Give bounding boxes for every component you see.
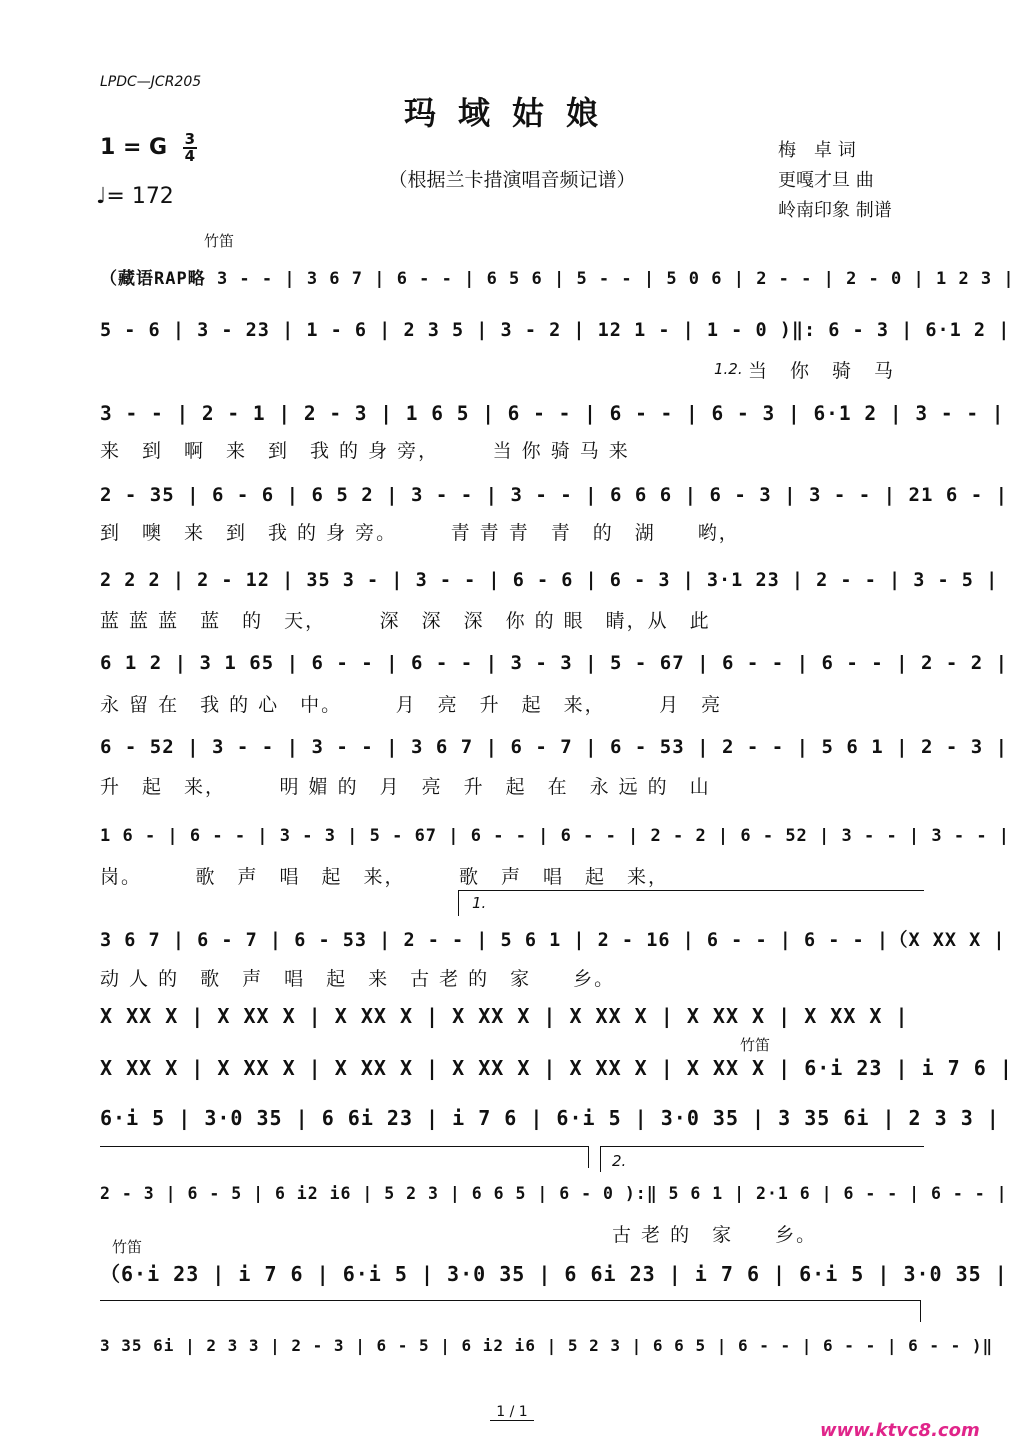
score-line-8: 1 6 - | 6 - - | 3 - 3 | 5 - 67 | 6 - - | 6 - - | 2 - 2 | 6 - 52 | 3 - - | 3 - - | (100, 826, 1011, 846)
site-watermark: www.ktvc8.com (820, 1420, 980, 1441)
time-top: 3 (184, 130, 196, 148)
coda-bracket-edge (920, 1300, 921, 1322)
time-bottom: 4 (184, 147, 196, 165)
score-line-7: 6 - 52 | 3 - - | 3 - - | 3 6 7 | 6 - 7 | 6 - 53 | 2 - - | 5 6 1 | 2 - 3 | (100, 736, 1009, 758)
lyric-line-2: 当 你 骑 马 (748, 360, 896, 382)
time-signature (183, 132, 197, 164)
volta-2-bracket (600, 1146, 924, 1147)
score-line-14: （6·i 23 | i 7 6 | 6·i 5 | 3·0 35 | 6 6i 23 | i 7 6 | 6·i 5 | 3·0 35 | (100, 1262, 1008, 1286)
lyric-line-8: 岗。 歌 声 唱 起 来， 歌 声 唱 起 来， (100, 866, 670, 888)
volta-1-continuation (100, 1146, 588, 1147)
score-line-4: 2 - 35 | 6 - 6 | 6 5 2 | 3 - - | 3 - - | 6 6 6 | 6 - 3 | 3 - - | 21 6 - | (100, 484, 1009, 506)
volta-2-edge (600, 1146, 601, 1172)
key-signature (100, 132, 197, 164)
verse-mark: 1.2. (714, 360, 743, 378)
flute-mark: 竹笛 (112, 1238, 143, 1256)
volta-2-label: 2. (612, 1152, 627, 1170)
lyric-line-7: 升 起 来， 明 媚 的 月 亮 升 起 在 永 远 的 山 (100, 776, 711, 798)
quarter-note-icon: ♩ (96, 184, 107, 209)
volta-1-bracket (458, 890, 924, 891)
score-line-1: （藏语RAP略 3 - - | 3 6 7 | 6 - - | 6 5 6 | 5 - - | 5 0 6 | 2 - - | 2 - 0 | 1 2 3 | (100, 269, 1015, 289)
lyric-line-4: 到 噢 来 到 我 的 身 旁。 青 青 青 青 的 湖 哟， (100, 522, 740, 544)
tempo-value: = 172 (106, 184, 174, 209)
volta-1-label: 1. (472, 894, 487, 912)
score-line-5: 2 2 2 | 2 - 12 | 35 3 - | 3 - - | 6 - 6 | 6 - 3 | 3·1 23 | 2 - - | 3 - 5 | (100, 570, 999, 591)
volta-1-end (588, 1146, 589, 1168)
lyric-line-5: 蓝 蓝 蓝 蓝 的 天， 深 深 深 你 的 眼 睛，从 此 (100, 610, 711, 632)
score-line-15: 3 35 6i | 2 3 3 | 2 - 3 | 6 - 5 | 6 i2 i6 | 5 2 3 | 6 6 5 | 6 - - | 6 - - | 6 - - )‖ (100, 1336, 994, 1355)
score-line-2: 5 - 6 | 3 - 23 | 1 - 6 | 2 3 5 | 3 - 2 | 12 1 - | 1 - 0 )‖: 6 - 3 | 6·1 2 | (100, 320, 1011, 341)
score-line-9: 3 6 7 | 6 - 7 | 6 - 53 | 2 - - | 5 6 1 | 2 - 16 | 6 - - | 6 - - |（X XX X | (100, 930, 1006, 951)
score-line-6: 6 1 2 | 3 1 65 | 6 - - | 6 - - | 3 - 3 | 5 - 67 | 6 - - | 6 - - | 2 - 2 | (100, 652, 1009, 674)
composer: 更嘎才旦 曲 (778, 170, 874, 191)
score-line-11: X XX X | X XX X | X XX X | X XX X | X XX X | X XX X | 6·i 23 | i 7 6 | (100, 1056, 1013, 1080)
score-line-12: 6·i 5 | 3·0 35 | 6 6i 23 | i 7 6 | 6·i 5 | 3·0 35 | 3 35 6i | 2 3 3 | (100, 1106, 1000, 1130)
score-line-3: 3 - - | 2 - 1 | 2 - 3 | 1 6 5 | 6 - - | 6 - - | 6 - 3 | 6·1 2 | 3 - - | (100, 402, 1005, 425)
lyric-line-9: 动 人 的 歌 声 唱 起 来 古 老 的 家 乡。 (100, 968, 616, 990)
page-number: 1 / 1 (0, 1404, 1024, 1420)
lyric-line-3: 来 到 啊 来 到 我 的 身 旁， 当 你 骑 马 来 (100, 440, 630, 462)
credits (778, 136, 892, 226)
subtitle: （根据兰卡措演唱音频记谱） (388, 169, 636, 191)
coda-bracket (100, 1300, 920, 1301)
lyric-line-6: 永 留 在 我 的 心 中。 月 亮 升 起 来， 月 亮 (100, 694, 723, 716)
volta-1-edge (458, 890, 459, 916)
key-label: 1 = G (100, 135, 168, 160)
score-line-13: 2 - 3 | 6 - 5 | 6 i2 i6 | 5 2 3 | 6 6 5 | 6 - 0 ):‖ 5 6 1 | 2·1 6 | 6 - - | 6 - - | (100, 1184, 1008, 1203)
lyricist: 梅 卓 词 (778, 140, 856, 161)
flute-mark: 竹笛 (204, 232, 235, 250)
score-line-10: X XX X | X XX X | X XX X | X XX X | X XX X | X XX X | X XX X | (100, 1004, 909, 1028)
arranger: 岭南印象 制谱 (778, 200, 892, 221)
page-title: 玛域姑娘 (403, 94, 620, 132)
flute-mark: 竹笛 (740, 1036, 771, 1054)
score-code: LPDC—JCR205 (100, 74, 202, 90)
lyric-line-13: 古 老 的 家 乡。 (612, 1224, 818, 1246)
